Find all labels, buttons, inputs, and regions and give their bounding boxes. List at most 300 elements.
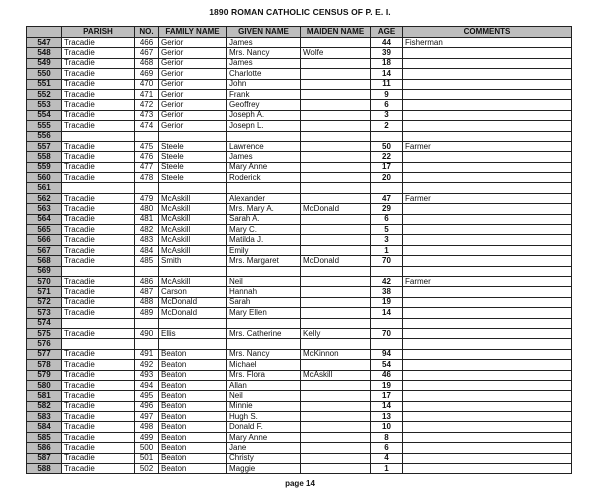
comments-cell <box>403 453 572 463</box>
given-name-cell: James <box>227 58 301 68</box>
family-name-cell: Steele <box>159 141 227 151</box>
given-name-cell: John <box>227 79 301 89</box>
maiden-name-cell <box>301 297 371 307</box>
household-number-cell: 479 <box>135 193 159 203</box>
parish-cell: Tracadie <box>62 141 135 151</box>
maiden-name-cell <box>301 391 371 401</box>
given-name-cell: Jane <box>227 443 301 453</box>
maiden-name-cell <box>301 401 371 411</box>
given-name-cell: James <box>227 152 301 162</box>
given-name-cell <box>227 131 301 141</box>
maiden-name-cell <box>301 339 371 349</box>
maiden-name-cell <box>301 245 371 255</box>
row-number-header <box>27 27 62 38</box>
age-cell: 5 <box>371 225 403 235</box>
maiden-name-cell <box>301 422 371 432</box>
household-number-cell: 477 <box>135 162 159 172</box>
age-cell: 2 <box>371 121 403 131</box>
row-number: 585 <box>27 432 62 442</box>
age-cell: 14 <box>371 69 403 79</box>
maiden-name-cell <box>301 69 371 79</box>
row-number: 568 <box>27 256 62 266</box>
comments-cell <box>403 318 572 328</box>
parish-cell: Tracadie <box>62 328 135 338</box>
row-number: 560 <box>27 173 62 183</box>
comments-cell <box>403 131 572 141</box>
maiden-name-cell <box>301 58 371 68</box>
given-name-cell: Roderick <box>227 173 301 183</box>
household-number-cell: 483 <box>135 235 159 245</box>
document-title: 1890 ROMAN CATHOLIC CENSUS OF P. E. I. <box>209 7 391 17</box>
table-row <box>27 89 572 99</box>
comments-cell <box>403 79 572 89</box>
parish-cell: Tracadie <box>62 121 135 131</box>
row-number: 571 <box>27 287 62 297</box>
given-name-cell: James <box>227 38 301 48</box>
table-row <box>27 225 572 235</box>
parish-cell: Tracadie <box>62 38 135 48</box>
comments-cell <box>403 412 572 422</box>
maiden-name-cell <box>301 266 371 276</box>
family-name-cell <box>159 318 227 328</box>
family-name-cell: McAskill <box>159 276 227 286</box>
table-row <box>27 266 572 276</box>
family-name-cell: Gerior <box>159 79 227 89</box>
age-header: AGE <box>371 27 403 38</box>
household-number-cell <box>135 131 159 141</box>
table-row <box>27 360 572 370</box>
given-name-cell: Sarah A. <box>227 214 301 224</box>
given-name-cell: Mary Anne <box>227 162 301 172</box>
age-cell: 50 <box>371 141 403 151</box>
household-number-cell: 481 <box>135 214 159 224</box>
age-cell: 18 <box>371 58 403 68</box>
row-number: 567 <box>27 245 62 255</box>
given-name-cell: Charlotte <box>227 69 301 79</box>
household-number-cell: 498 <box>135 422 159 432</box>
age-cell: 6 <box>371 214 403 224</box>
parish-cell: Tracadie <box>62 401 135 411</box>
family-name-cell: Beaton <box>159 360 227 370</box>
family-name-cell: Gerior <box>159 69 227 79</box>
maiden-name-cell: McDonald <box>301 204 371 214</box>
row-number: 581 <box>27 391 62 401</box>
age-cell: 94 <box>371 349 403 359</box>
age-cell: 47 <box>371 193 403 203</box>
age-cell: 9 <box>371 89 403 99</box>
family-name-cell: Carson <box>159 287 227 297</box>
age-cell: 70 <box>371 328 403 338</box>
given-name-cell: Michael <box>227 360 301 370</box>
table-row <box>27 276 572 286</box>
family-name-cell: McDonald <box>159 297 227 307</box>
family-name-cell <box>159 339 227 349</box>
age-cell: 22 <box>371 152 403 162</box>
row-number: 548 <box>27 48 62 58</box>
no-header: NO. <box>135 27 159 38</box>
household-number-cell <box>135 318 159 328</box>
table-row <box>27 464 572 474</box>
table-row <box>27 256 572 266</box>
age-cell: 19 <box>371 380 403 390</box>
family-name-cell: Beaton <box>159 443 227 453</box>
household-number-cell: 489 <box>135 308 159 318</box>
age-cell: 44 <box>371 38 403 48</box>
table-row <box>27 193 572 203</box>
household-number-cell: 473 <box>135 110 159 120</box>
household-number-cell: 491 <box>135 349 159 359</box>
maiden-name-cell <box>301 131 371 141</box>
row-number: 577 <box>27 349 62 359</box>
household-number-cell <box>135 339 159 349</box>
maiden-name-cell <box>301 38 371 48</box>
comments-cell <box>403 173 572 183</box>
row-number: 553 <box>27 100 62 110</box>
comments-cell <box>403 256 572 266</box>
family-name-cell: Beaton <box>159 464 227 474</box>
age-cell: 14 <box>371 401 403 411</box>
row-number: 588 <box>27 464 62 474</box>
age-cell <box>371 266 403 276</box>
row-number: 558 <box>27 152 62 162</box>
header-row <box>27 27 572 38</box>
household-number-cell: 485 <box>135 256 159 266</box>
maiden-name-cell <box>301 287 371 297</box>
household-number-cell: 501 <box>135 453 159 463</box>
maiden-name-cell <box>301 193 371 203</box>
age-cell <box>371 339 403 349</box>
family-name-cell: Gerior <box>159 48 227 58</box>
given-name-cell: Allan <box>227 380 301 390</box>
comments-header: COMMENTS <box>403 27 572 38</box>
family-name-cell: McAskill <box>159 204 227 214</box>
family-name-cell: McDonald <box>159 308 227 318</box>
maiden-name-cell <box>301 443 371 453</box>
census-table <box>26 26 572 474</box>
table-body <box>27 38 572 474</box>
household-number-cell: 472 <box>135 100 159 110</box>
parish-cell: Tracadie <box>62 432 135 442</box>
comments-cell <box>403 432 572 442</box>
table-row <box>27 401 572 411</box>
comments-cell <box>403 110 572 120</box>
household-number-cell: 475 <box>135 141 159 151</box>
given-name-cell: Mary Anne <box>227 432 301 442</box>
row-number: 575 <box>27 328 62 338</box>
maiden-name-cell: Kelly <box>301 328 371 338</box>
given-name-cell: Mary Ellen <box>227 308 301 318</box>
family-name-cell: Gerior <box>159 89 227 99</box>
comments-cell <box>403 214 572 224</box>
parish-cell: Tracadie <box>62 235 135 245</box>
row-number: 549 <box>27 58 62 68</box>
family-name-cell <box>159 266 227 276</box>
parish-cell: Tracadie <box>62 214 135 224</box>
age-cell: 29 <box>371 204 403 214</box>
row-number: 565 <box>27 225 62 235</box>
row-number: 557 <box>27 141 62 151</box>
row-number: 572 <box>27 297 62 307</box>
table-row <box>27 339 572 349</box>
comments-cell <box>403 152 572 162</box>
family-name-cell: Smith <box>159 256 227 266</box>
given-name-cell: Josepn L. <box>227 121 301 131</box>
given-name-cell: Hugh S. <box>227 412 301 422</box>
household-number-cell: 482 <box>135 225 159 235</box>
comments-cell: Farmer <box>403 193 572 203</box>
row-number: 550 <box>27 69 62 79</box>
parish-cell: Tracadie <box>62 308 135 318</box>
row-number: 579 <box>27 370 62 380</box>
maiden-name-cell <box>301 412 371 422</box>
household-number-cell: 487 <box>135 287 159 297</box>
given-name-header: GIVEN NAME <box>227 27 301 38</box>
parish-header: PARISH <box>62 27 135 38</box>
parish-cell: Tracadie <box>62 193 135 203</box>
household-number-cell: 488 <box>135 297 159 307</box>
family-name-cell: Steele <box>159 173 227 183</box>
table-row <box>27 453 572 463</box>
maiden-name-cell <box>301 183 371 193</box>
family-name-cell: Beaton <box>159 453 227 463</box>
parish-cell: Tracadie <box>62 360 135 370</box>
table-row <box>27 38 572 48</box>
parish-cell: Tracadie <box>62 173 135 183</box>
comments-cell <box>403 183 572 193</box>
row-number: 552 <box>27 89 62 99</box>
table-header <box>27 27 572 38</box>
age-cell <box>371 183 403 193</box>
parish-cell: Tracadie <box>62 443 135 453</box>
maiden-name-cell: McDonald <box>301 256 371 266</box>
maiden-name-header: MAIDEN NAME <box>301 27 371 38</box>
comments-cell <box>403 162 572 172</box>
age-cell: 10 <box>371 422 403 432</box>
row-number: 562 <box>27 193 62 203</box>
family-name-cell: Beaton <box>159 401 227 411</box>
parish-cell: Tracadie <box>62 464 135 474</box>
comments-cell <box>403 287 572 297</box>
parish-cell: Tracadie <box>62 287 135 297</box>
comments-cell <box>403 121 572 131</box>
given-name-cell: Donald F. <box>227 422 301 432</box>
comments-cell <box>403 464 572 474</box>
parish-cell: Tracadie <box>62 245 135 255</box>
maiden-name-cell <box>301 276 371 286</box>
maiden-name-cell <box>301 225 371 235</box>
table-row <box>27 214 572 224</box>
age-cell: 42 <box>371 276 403 286</box>
given-name-cell: Minnie <box>227 401 301 411</box>
parish-cell: Tracadie <box>62 370 135 380</box>
maiden-name-cell <box>301 432 371 442</box>
parish-cell: Tracadie <box>62 380 135 390</box>
age-cell: 39 <box>371 48 403 58</box>
maiden-name-cell <box>301 110 371 120</box>
given-name-cell: Emily <box>227 245 301 255</box>
table-row <box>27 183 572 193</box>
age-cell: 3 <box>371 235 403 245</box>
family-name-cell: Beaton <box>159 380 227 390</box>
household-number-cell: 493 <box>135 370 159 380</box>
age-cell: 6 <box>371 443 403 453</box>
age-cell <box>371 318 403 328</box>
age-cell: 14 <box>371 308 403 318</box>
table-row <box>27 204 572 214</box>
comments-cell <box>403 48 572 58</box>
table-row <box>27 349 572 359</box>
parish-cell: Tracadie <box>62 391 135 401</box>
household-number-cell: 497 <box>135 412 159 422</box>
age-cell: 17 <box>371 391 403 401</box>
age-cell: 70 <box>371 256 403 266</box>
comments-cell <box>403 225 572 235</box>
given-name-cell: Neil <box>227 391 301 401</box>
row-number: 561 <box>27 183 62 193</box>
family-name-header: FAMILY NAME <box>159 27 227 38</box>
maiden-name-cell <box>301 79 371 89</box>
given-name-cell <box>227 318 301 328</box>
row-number: 569 <box>27 266 62 276</box>
maiden-name-cell: Wolfe <box>301 48 371 58</box>
family-name-cell: Beaton <box>159 349 227 359</box>
household-number-cell: 467 <box>135 48 159 58</box>
parish-cell <box>62 339 135 349</box>
household-number-cell: 495 <box>135 391 159 401</box>
comments-cell <box>403 401 572 411</box>
row-number: 576 <box>27 339 62 349</box>
row-number: 586 <box>27 443 62 453</box>
age-cell: 46 <box>371 370 403 380</box>
household-number-cell: 494 <box>135 380 159 390</box>
row-number: 564 <box>27 214 62 224</box>
table-row <box>27 110 572 120</box>
family-name-cell: McAskill <box>159 235 227 245</box>
row-number: 583 <box>27 412 62 422</box>
parish-cell <box>62 183 135 193</box>
table-row <box>27 100 572 110</box>
family-name-cell: Beaton <box>159 432 227 442</box>
page-number: page 14 <box>285 479 315 488</box>
parish-cell: Tracadie <box>62 412 135 422</box>
household-number-cell: 469 <box>135 69 159 79</box>
family-name-cell: McAskill <box>159 214 227 224</box>
table-row <box>27 152 572 162</box>
parish-cell: Tracadie <box>62 79 135 89</box>
given-name-cell <box>227 183 301 193</box>
family-name-cell <box>159 183 227 193</box>
age-cell: 38 <box>371 287 403 297</box>
given-name-cell: Matilda J. <box>227 235 301 245</box>
table-row <box>27 48 572 58</box>
age-cell: 4 <box>371 453 403 463</box>
age-cell: 8 <box>371 432 403 442</box>
maiden-name-cell <box>301 453 371 463</box>
given-name-cell: Mrs. Flora <box>227 370 301 380</box>
age-cell: 11 <box>371 79 403 89</box>
row-number: 584 <box>27 422 62 432</box>
family-name-cell: Steele <box>159 162 227 172</box>
household-number-cell: 470 <box>135 79 159 89</box>
row-number: 563 <box>27 204 62 214</box>
row-number: 554 <box>27 110 62 120</box>
age-cell: 1 <box>371 464 403 474</box>
age-cell: 3 <box>371 110 403 120</box>
comments-cell <box>403 204 572 214</box>
household-number-cell: 486 <box>135 276 159 286</box>
table-row <box>27 131 572 141</box>
table-row <box>27 141 572 151</box>
given-name-cell: Mrs. Margaret <box>227 256 301 266</box>
comments-cell <box>403 391 572 401</box>
family-name-cell: Gerior <box>159 110 227 120</box>
family-name-cell <box>159 131 227 141</box>
maiden-name-cell <box>301 121 371 131</box>
family-name-cell: Beaton <box>159 370 227 380</box>
household-number-cell: 492 <box>135 360 159 370</box>
parish-cell: Tracadie <box>62 110 135 120</box>
household-number-cell: 471 <box>135 89 159 99</box>
maiden-name-cell <box>301 100 371 110</box>
comments-cell <box>403 235 572 245</box>
row-number: 578 <box>27 360 62 370</box>
household-number-cell: 466 <box>135 38 159 48</box>
table-row <box>27 287 572 297</box>
row-number: 556 <box>27 131 62 141</box>
comments-cell <box>403 100 572 110</box>
family-name-cell: McAskill <box>159 245 227 255</box>
maiden-name-cell <box>301 464 371 474</box>
given-name-cell: Mrs. Nancy <box>227 48 301 58</box>
household-number-cell: 502 <box>135 464 159 474</box>
parish-cell: Tracadie <box>62 89 135 99</box>
given-name-cell: Geoffrey <box>227 100 301 110</box>
maiden-name-cell <box>301 141 371 151</box>
household-number-cell: 474 <box>135 121 159 131</box>
given-name-cell: Mrs. Nancy <box>227 349 301 359</box>
table-row <box>27 121 572 131</box>
table-row <box>27 162 572 172</box>
given-name-cell: Lawrence <box>227 141 301 151</box>
family-name-cell: Beaton <box>159 412 227 422</box>
table-row <box>27 422 572 432</box>
table-row <box>27 79 572 89</box>
age-cell: 17 <box>371 162 403 172</box>
age-cell: 13 <box>371 412 403 422</box>
household-number-cell: 476 <box>135 152 159 162</box>
maiden-name-cell <box>301 235 371 245</box>
given-name-cell: Joseph A. <box>227 110 301 120</box>
row-number: 551 <box>27 79 62 89</box>
given-name-cell: Maggie <box>227 464 301 474</box>
given-name-cell: Hannah <box>227 287 301 297</box>
maiden-name-cell <box>301 89 371 99</box>
comments-cell <box>403 297 572 307</box>
household-number-cell: 468 <box>135 58 159 68</box>
family-name-cell: Beaton <box>159 422 227 432</box>
row-number: 582 <box>27 401 62 411</box>
maiden-name-cell <box>301 173 371 183</box>
household-number-cell <box>135 266 159 276</box>
maiden-name-cell <box>301 152 371 162</box>
parish-cell: Tracadie <box>62 69 135 79</box>
household-number-cell: 484 <box>135 245 159 255</box>
row-number: 555 <box>27 121 62 131</box>
parish-cell: Tracadie <box>62 152 135 162</box>
family-name-cell: Steele <box>159 152 227 162</box>
household-number-cell: 500 <box>135 443 159 453</box>
comments-cell <box>403 443 572 453</box>
